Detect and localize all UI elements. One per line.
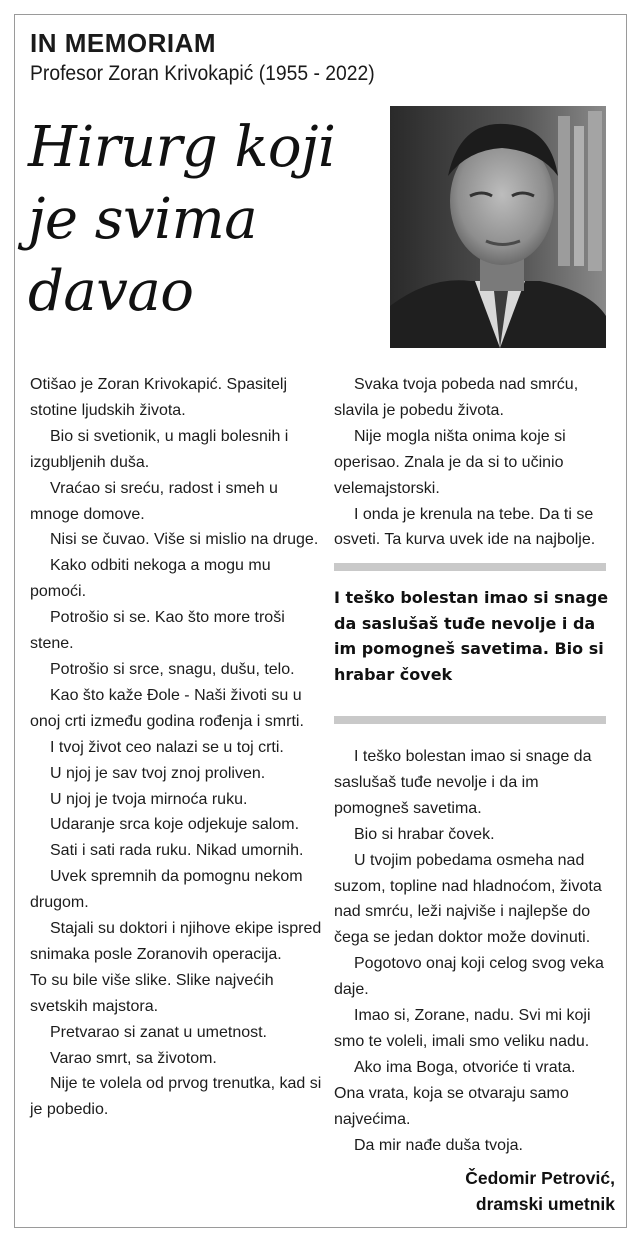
portrait-photo	[390, 106, 606, 348]
paragraph: Da mir nađe duša tvoja.	[354, 1136, 523, 1154]
paragraph: Udaranje srca koje odjekuje salom.	[50, 816, 300, 834]
paragraph: Ako ima Boga, otvoriće ti vrata.	[354, 1058, 576, 1076]
paragraph: I tvoj život ceo nalazi se u toj crti.	[50, 738, 284, 756]
body-column-right-top	[334, 372, 610, 553]
paragraph: Pretvarao si zanat u umetnost.	[50, 1023, 267, 1041]
paragraph: Pogotovo onaj koji celog svog veka daje.	[334, 955, 604, 999]
paragraph: Uvek spremnih da pomognu nekom drugom.	[30, 868, 303, 912]
kicker: IN MEMORIAM	[30, 28, 217, 58]
paragraph: Nije te volela od prvog trenutka, kad si je pobedio.	[30, 1075, 322, 1119]
paragraph: Bio si hrabar čovek.	[354, 825, 495, 843]
paragraph: Sati i sati rada ruku. Nikad umornih.	[50, 842, 304, 860]
paragraph: Varao smrt, sa životom.	[50, 1049, 217, 1067]
author-signature	[465, 1165, 615, 1217]
paragraph: I teško bolestan imao si snage da saslušaš tuđe nevolje i da im pomogneš savetima.	[334, 748, 592, 817]
author-name: Čedomir Petrović,	[465, 1168, 615, 1188]
paragraph: Otišao je Zoran Krivokapić. Spasitelj stotine ljudskih života.	[30, 376, 287, 419]
paragraph: Potrošio si se. Kao što more troši stene.	[30, 609, 285, 653]
paragraph: Imao si, Zorane, nadu. Svi mi koji smo te voleli, imali smo veliku nadu.	[334, 1007, 591, 1050]
paragraph: U tvojim pobedama osmeha nad suzom, topline nad hladnoćom, života nad smrću, leži najviše i najlepše do čega se jedan doktor može dovinuti.	[334, 851, 602, 947]
pull-quote-rule-top	[334, 563, 606, 571]
pull-quote-rule-bottom	[334, 716, 606, 724]
paragraph: I onda je krenula na tebe. Da ti se osveti. Ta kurva uvek ide na najbolje.	[334, 505, 596, 549]
headline: Hirurg koji je svima davao	[28, 115, 336, 324]
paragraph: Nisi se čuvao. Više si mislio na druge.	[50, 531, 319, 549]
paragraph: Stajali su doktori i njihove ekipe ispred snimaka posle Zoranovih operacija.	[30, 920, 322, 963]
subkicker: Profesor Zoran Krivokapić (1955 - 2022)	[30, 62, 375, 85]
paragraph: Ona vrata, koja se otvaraju samo najvećima.	[334, 1084, 569, 1128]
paragraph: Nije mogla ništa onima koje si operisao. Znala je da si to učinio velemajstorski.	[334, 427, 566, 497]
author-role: dramski umetnik	[475, 1194, 615, 1214]
paragraph: Potrošio si srce, snagu, dušu, telo.	[50, 660, 295, 678]
paragraph: U njoj je tvoja mirnoća ruku.	[50, 790, 248, 808]
paragraph: Vraćao si sreću, radost i smeh u mnoge domove.	[30, 479, 278, 523]
paragraph: Kao što kaže Đole - Naši životi su u onoj crti između godina rođenja i smrti.	[30, 686, 304, 730]
paragraph: Kako odbiti nekoga a mogu mu pomoći.	[30, 557, 271, 601]
pull-quote: I teško bolestan imao si snage da saslušaš tuđe nevolje i da im pomogneš savetima. Bio si hrabar čovek	[334, 588, 609, 685]
paragraph: To su bile više slike. Slike najvećih svetskih majstora.	[30, 971, 274, 1015]
body-column-left	[30, 372, 322, 1123]
paragraph: U njoj je sav tvoj znoj proliven.	[50, 764, 266, 782]
paragraph: Bio si svetionik, u magli bolesnih i izgubljenih duša.	[30, 427, 289, 471]
body-column-right-bottom	[334, 744, 610, 1159]
paragraph: Svaka tvoja pobeda nad smrću, slavila je pobedu života.	[334, 376, 579, 419]
